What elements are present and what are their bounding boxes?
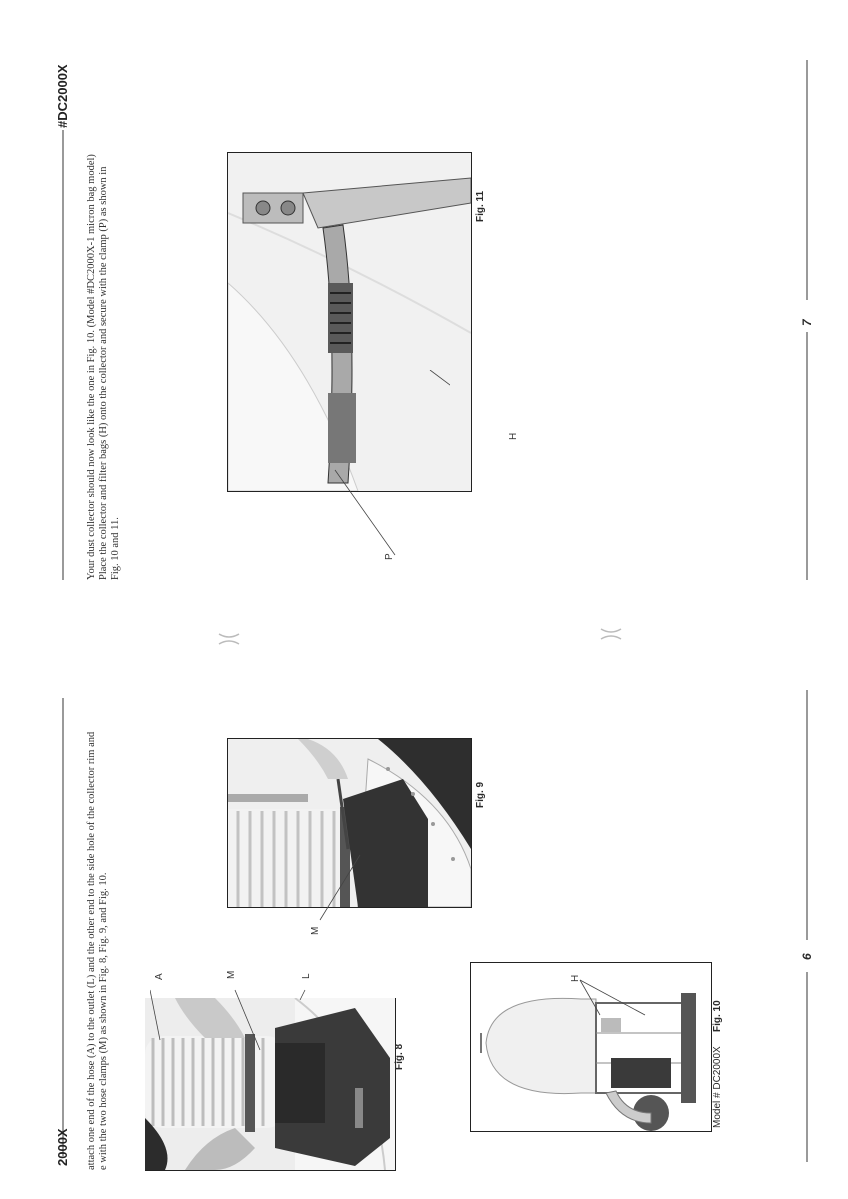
fig9-label-m: M [310, 926, 321, 935]
left-instructions [86, 732, 110, 1170]
fig10-caption: Fig. 10 [712, 1000, 723, 1032]
right-instructions [86, 154, 122, 580]
right-footer-rule-2 [806, 332, 808, 580]
fig8-label-l: L [301, 973, 312, 979]
right-instruction-line-1: Your dust collector should now look like the one in Fig. 10. (Model #DC2000X-1 micron bag model) [86, 154, 97, 580]
fig8-leader-lines [150, 960, 320, 1090]
fig8-label-a: A [154, 973, 165, 980]
gutter-mark-top [215, 630, 245, 650]
fig10-leader-lines [560, 975, 650, 1025]
left-instruction-line-2: e with the two hose clamps (M) as shown in Fig. 8, Fig. 9, and Fig. 10. [98, 872, 109, 1170]
left-footer-rule-1 [806, 972, 808, 1162]
fig11-label-p: P [384, 553, 395, 560]
gutter-mark-bottom [597, 625, 627, 645]
left-header-rule [62, 698, 64, 1156]
fig8-label-m: M [226, 970, 237, 979]
fig11-leader-lines [330, 370, 450, 570]
fig11-label-h: H [508, 432, 519, 440]
right-header-title: #DC2000X [55, 64, 70, 128]
left-page-number: 6 [800, 953, 814, 960]
right-page-number: 7 [800, 319, 814, 326]
right-header-rule [62, 130, 64, 580]
fig8-caption: Fig. 8 [394, 1043, 405, 1070]
right-instruction-line-2: Place the collector and filter bags (H) onto the collector and secure with the clamp (P) as shown in [98, 166, 109, 580]
right-footer-rule-1 [806, 60, 808, 300]
left-instruction-line-1: attach one end of the hose (A) to the outlet (L) and the other end to the side hole of the collector rim and [86, 731, 97, 1170]
fig9-caption: Fig. 9 [475, 781, 486, 808]
fig9-leader-line [315, 850, 375, 930]
fig10-label-h: H [570, 974, 581, 982]
left-footer-rule-2 [806, 690, 808, 940]
fig11-caption: Fig. 11 [475, 190, 486, 222]
fig10-model: Model # DC2000X [712, 1046, 723, 1128]
left-header-title: 2000X [55, 1128, 70, 1166]
right-instruction-line-3: Fig. 10 and 11. [110, 517, 121, 580]
